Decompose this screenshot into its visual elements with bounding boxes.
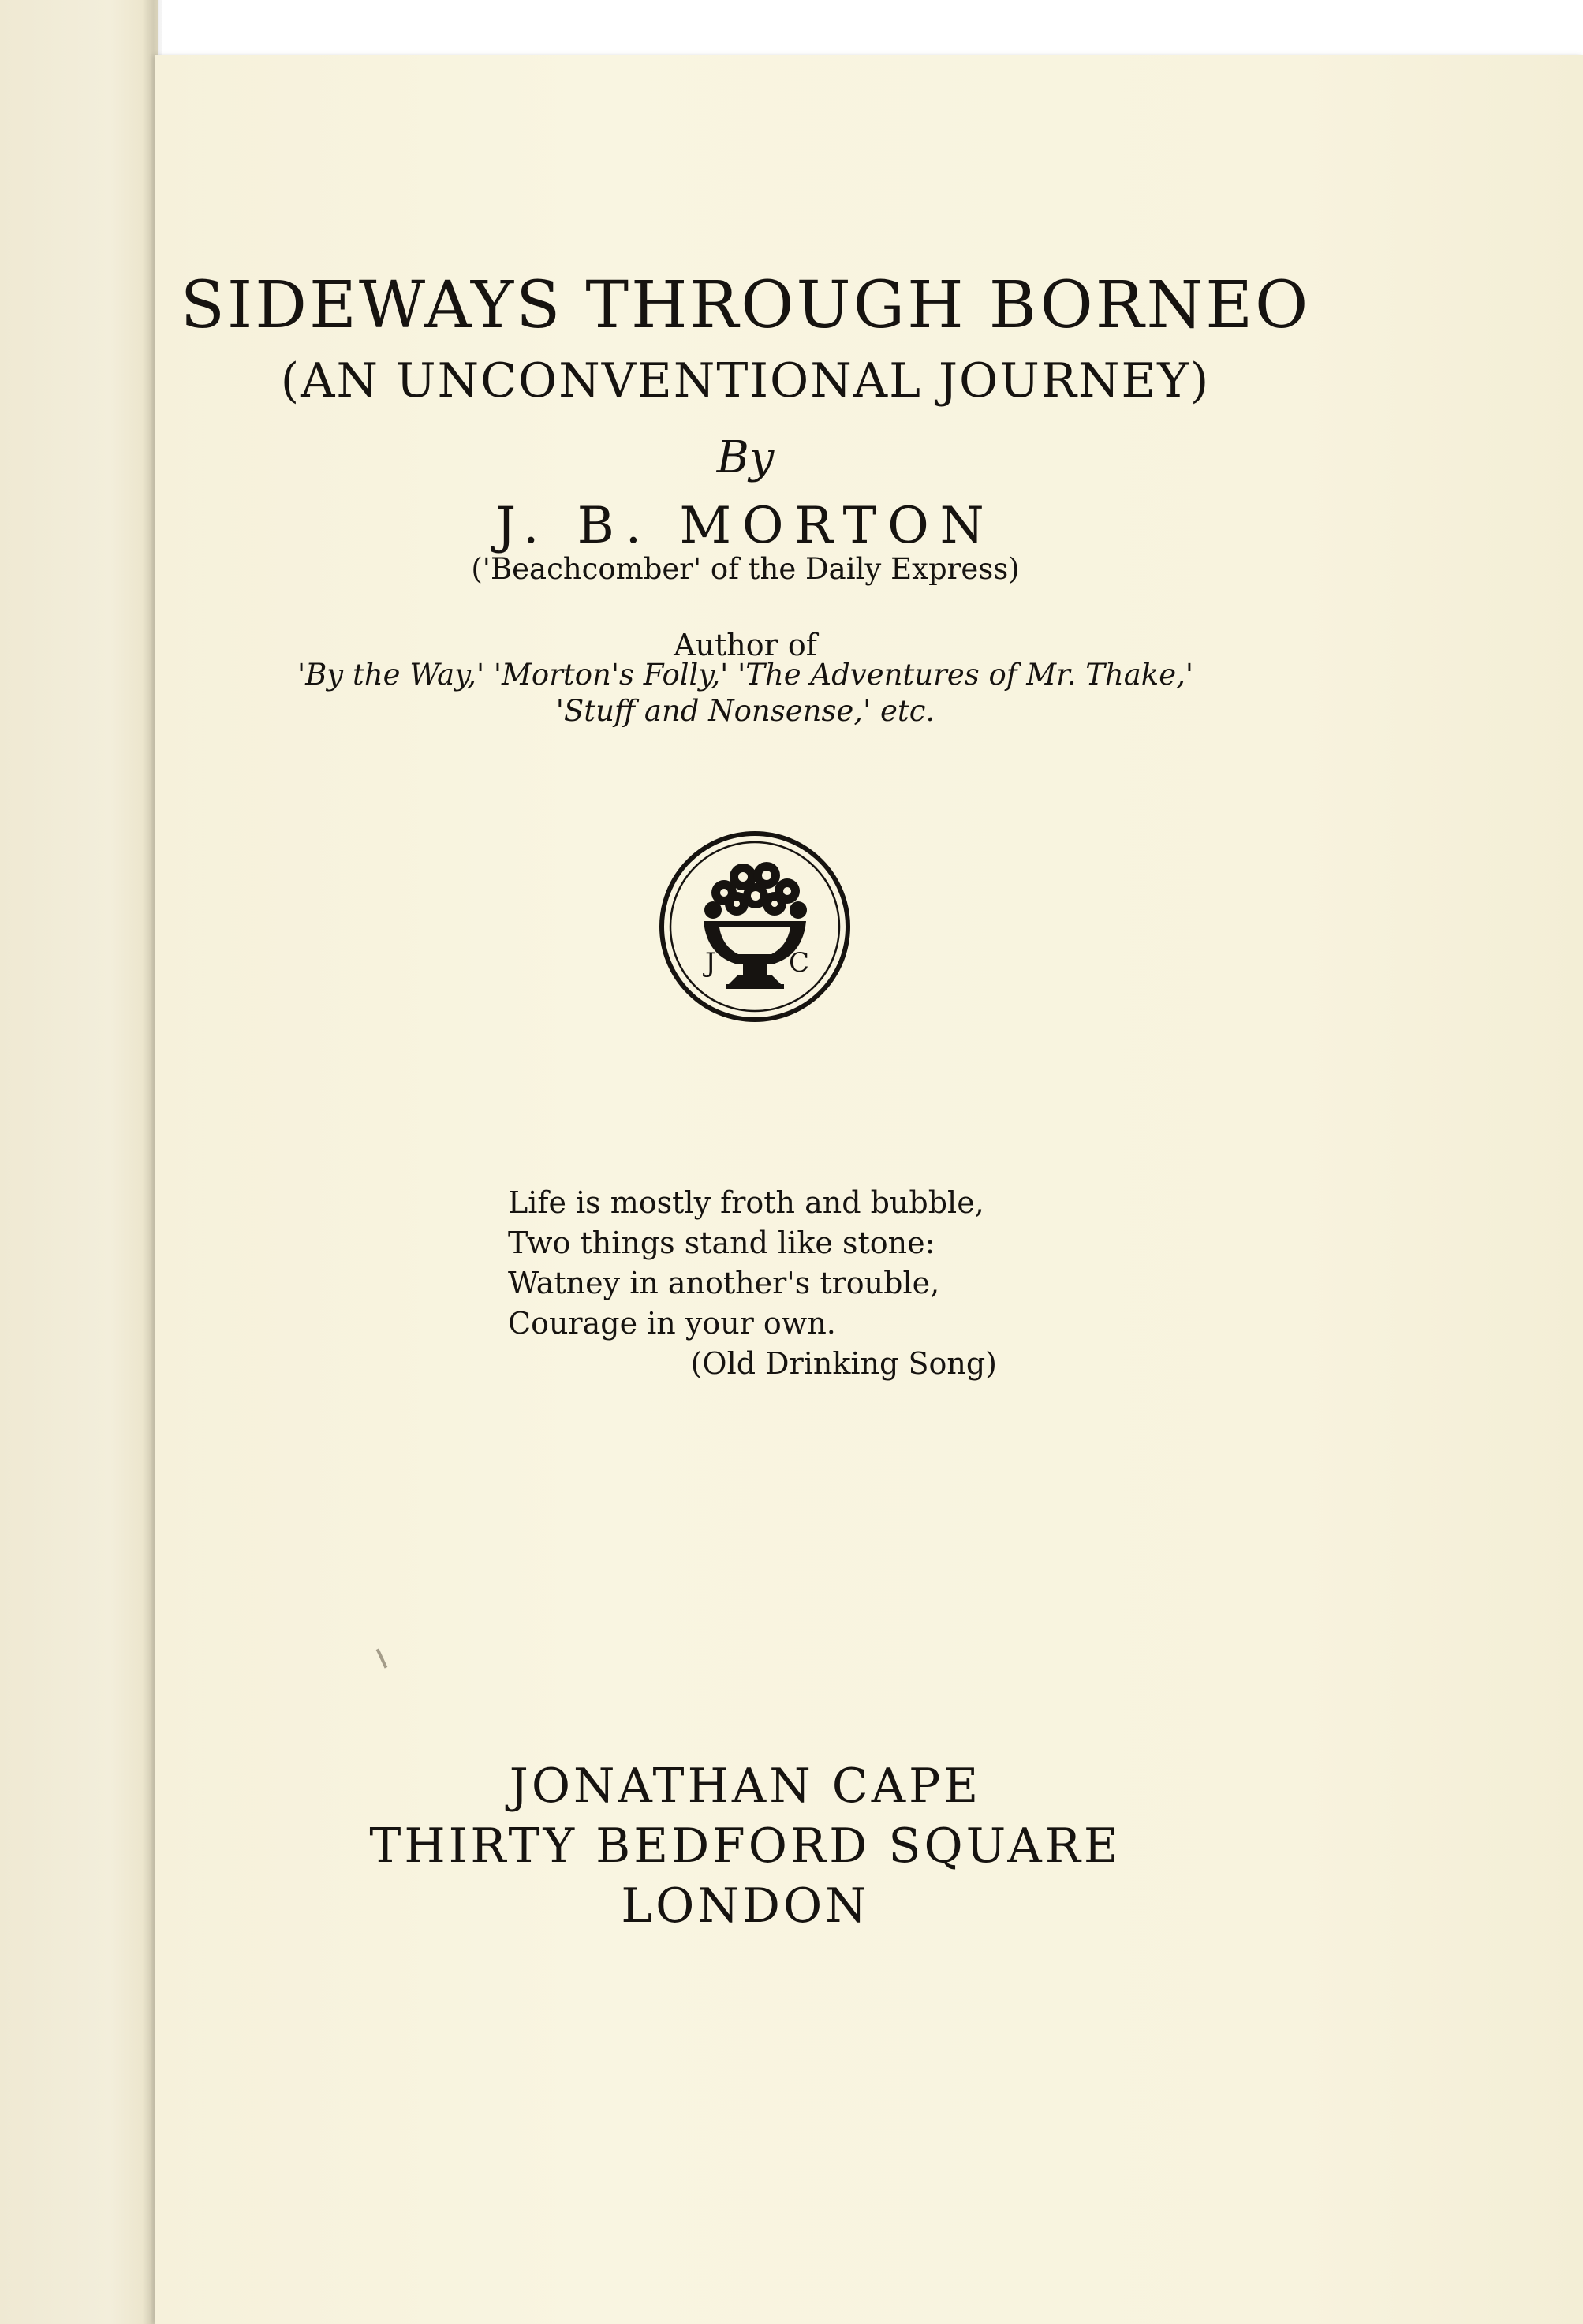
epigraph-line: Life is mostly froth and bubble, <box>508 1185 984 1220</box>
monogram-j: J <box>705 947 716 979</box>
works-list-line-2: 'Stuff and Nonsense,' etc. <box>555 694 935 728</box>
epigraph-line: Two things stand like stone: <box>508 1225 935 1260</box>
book-subtitle: (AN UNCONVENTIONAL JOURNEY) <box>280 353 1211 408</box>
by-line: By <box>716 432 775 483</box>
works-list-line-1: 'By the Way,' 'Morton's Folly,' 'The Adventures of Mr. Thake,' <box>297 658 1194 692</box>
author-of-heading: Author of <box>674 628 817 662</box>
facing-page <box>0 0 158 2324</box>
author-note <box>0 552 1491 586</box>
book-title: SIDEWAYS THROUGH BORNEO <box>180 268 1311 343</box>
author-name: J. B. MORTON <box>495 497 995 555</box>
urn-emblem-icon <box>656 828 853 1025</box>
publisher-name: JONATHAN CAPE <box>509 1759 982 1814</box>
publisher-city: LONDON <box>621 1878 870 1934</box>
epigraph-line: Courage in your own. <box>508 1306 836 1341</box>
author-note-text: ('Beachcomber' of the Daily Express) <box>471 552 1020 586</box>
monogram-c: C <box>789 947 810 979</box>
epigraph-source: (Old Drinking Song) <box>690 1346 997 1381</box>
epigraph-line: Watney in another's trouble, <box>508 1266 940 1300</box>
publisher-address: THIRTY BEDFORD SQUARE <box>369 1819 1122 1874</box>
epigraph <box>508 1183 1060 1384</box>
